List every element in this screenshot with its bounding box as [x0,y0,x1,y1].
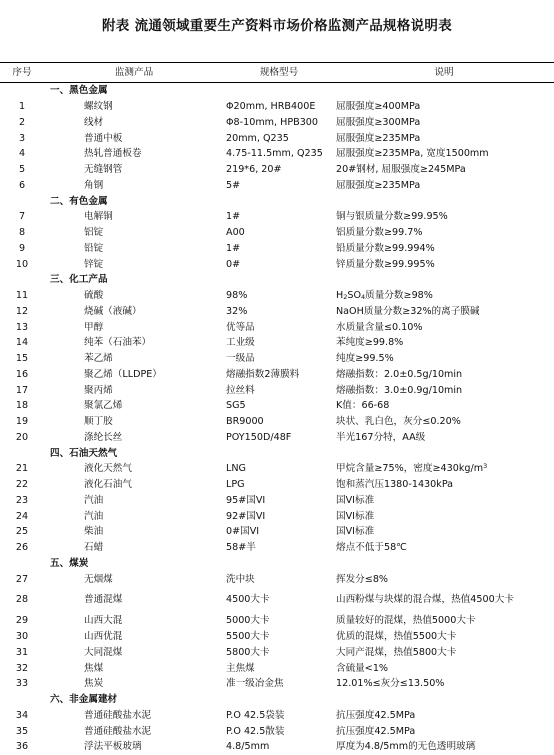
product-desc: NaOH质量分数≥32%的离子膜碱 [336,305,480,317]
product-spec: 98% [226,290,248,302]
product-desc: 含硫量<1% [336,662,389,674]
table-row [0,676,554,692]
product-name: 硫酸 [84,290,104,302]
product-desc: 苯纯度≥99.8% [336,337,404,349]
product-name: 聚丙烯 [84,384,113,396]
table-row [0,115,554,131]
table-body [0,83,554,755]
category-index-cell [0,692,44,708]
table-row [0,367,554,383]
product-desc: 12.01%≤灰分≤13.50% [336,678,445,690]
spec-table [0,62,554,755]
table-row [0,645,554,661]
table-row [0,708,554,724]
table-row [0,739,554,755]
category-row [0,445,554,461]
table-row [0,613,554,629]
product-spec: A00 [226,227,245,239]
row-index: 29 [15,615,29,627]
table-row [0,540,554,556]
table-row [0,430,554,446]
row-index: 21 [15,463,29,475]
row-index: 23 [15,494,29,506]
product-desc: 半光167分特，AA级 [336,431,426,443]
product-desc: 熔融指数：3.0±0.9g/10min [336,384,463,396]
table-row [0,319,554,335]
row-index: 24 [15,510,29,522]
product-spec: P.O 42.5袋装 [226,709,285,721]
category-label: 一、黑色金属 [50,85,108,97]
table-row [0,130,554,146]
product-name: 螺纹钢 [84,101,113,113]
product-desc: 熔点不低于58℃ [336,542,407,554]
row-index: 28 [15,594,29,606]
row-index: 15 [15,353,29,365]
table-row [0,162,554,178]
row-index: 32 [15,662,29,674]
product-desc: 抗压强度42.5MPa [336,709,416,721]
row-index: 31 [15,646,29,658]
desc-subscript: 4 [361,292,366,301]
header-index: 序号 [0,63,44,83]
product-spec: 4.75-11.5mm, Q235 [226,148,323,160]
product-spec: POY150D/48F [226,431,292,443]
product-desc: 质量较好的混煤，热值5000大卡 [336,615,476,627]
product-spec: 5800大卡 [226,646,270,658]
category-index-cell [0,272,44,288]
table-row [0,477,554,493]
row-index: 36 [15,741,29,753]
category-label: 二、有色金属 [50,195,108,207]
product-name: 普通硅酸盐水泥 [84,709,152,721]
row-index: 7 [18,211,26,223]
product-spec: 拉丝料 [226,384,255,396]
row-index: 3 [18,132,26,144]
product-name: 纯苯（石油苯） [84,337,152,349]
product-desc: 熔融指数：2.0±0.5g/10min [336,368,463,380]
category-index-cell [0,83,44,99]
product-name: 普通硅酸盐水泥 [84,725,152,737]
row-index: 30 [15,631,29,643]
row-index: 16 [15,368,29,380]
row-index: 18 [15,400,29,412]
desc-text: SO [347,289,362,301]
product-spec: 1# [226,211,241,223]
category-index-cell [0,445,44,461]
product-desc: 国VI标准 [336,526,375,538]
product-name: 石蜡 [84,542,104,554]
product-spec: 准一级冶金焦 [226,678,284,690]
product-spec: 32% [226,305,248,317]
product-name: 无烟煤 [84,573,113,585]
product-desc: 块状、乳白色，灰分≤0.20% [336,416,461,428]
desc-subscript: 2 [343,292,348,301]
product-spec: 4500大卡 [226,594,270,606]
row-index: 11 [15,290,29,302]
product-name: 汽油 [84,494,104,506]
header-spec: 规格型号 [224,63,334,83]
product-name: 焦炭 [84,678,104,690]
product-name: 顺丁胶 [84,416,113,428]
product-desc: 屈服强度≥400MPa [336,101,421,113]
product-name: 角钢 [84,179,104,191]
table-row [0,723,554,739]
product-name: 山西优混 [84,631,123,643]
table-header-row [0,63,554,83]
table-row [0,571,554,587]
row-index: 33 [15,678,29,690]
product-desc [334,461,554,477]
row-index: 2 [18,116,26,128]
table-row [0,587,554,613]
product-desc: 铅质量分数≥99.994% [336,242,435,254]
desc-text: H [336,289,344,301]
product-desc: 国VI标准 [336,494,375,506]
product-name: 锌锭 [84,258,104,270]
header-product: 监测产品 [44,63,224,83]
table-row [0,146,554,162]
product-desc: 锌质量分数≥99.995% [336,258,435,270]
product-desc [334,288,554,304]
product-spec: 5500大卡 [226,631,270,643]
product-spec: BR9000 [226,416,264,428]
product-name: 苯乙烯 [84,353,113,365]
product-name: 柴油 [84,526,104,538]
product-name: 电解铜 [84,211,113,223]
row-index: 17 [15,384,29,396]
category-index-cell [0,193,44,209]
table-row [0,660,554,676]
row-index: 19 [15,416,29,428]
product-spec: Φ20mm, HRB400E [226,101,316,113]
category-row [0,692,554,708]
product-spec: 58#半 [226,542,256,554]
product-desc: 屈服强度≥235MPa [336,132,421,144]
category-label: 五、煤炭 [50,557,89,569]
product-name: 无缝钢管 [84,164,123,176]
product-name: 涤纶长丝 [84,431,123,443]
table-row [0,99,554,115]
product-name: 聚氯乙烯 [84,400,123,412]
product-desc: 挥发分≤8% [336,573,389,585]
product-desc: 优质的混煤，热值5500大卡 [336,631,457,643]
product-desc: 水质量含量≤0.10% [336,321,423,333]
product-desc: 20#钢材, 屈服强度≥245MPa [336,164,466,176]
product-spec: 20mm, Q235 [226,132,289,144]
row-index: 14 [15,337,29,349]
product-spec: 一级品 [226,353,255,365]
product-desc: 饱和蒸汽压1380-1430kPa [336,479,454,491]
category-row [0,272,554,288]
row-index: 8 [18,227,26,239]
product-desc: 大同产混煤，热值5800大卡 [336,646,457,658]
row-index: 34 [15,709,29,721]
product-desc: 屈服强度≥300MPa [336,116,421,128]
table-row [0,304,554,320]
product-spec: 熔融指数2薄膜料 [226,368,300,380]
table-row [0,225,554,241]
product-spec: 95#国VI [226,494,266,506]
product-spec: LPG [226,479,245,491]
table-row [0,461,554,477]
product-desc: 屈服强度≥235MPa, 宽度1500mm [336,148,489,160]
row-index: 20 [15,431,29,443]
product-spec: 5# [226,179,241,191]
product-name: 铝锭 [84,227,104,239]
table-row [0,335,554,351]
table-row [0,209,554,225]
product-desc: 纯度≥99.5% [336,353,394,365]
table-row [0,241,554,257]
product-desc: 屈服强度≥235MPa [336,179,421,191]
product-spec: 工业级 [226,337,255,349]
product-name: 大同混煤 [84,646,123,658]
product-name: 普通混煤 [84,594,123,606]
category-label: 六、非金属建材 [50,694,118,706]
product-spec: 219*6, 20# [226,164,282,176]
product-desc: 厚度为4.8/5mm的无色透明玻璃 [336,741,476,753]
page-title: 附表 流通领域重要生产资料市场价格监测产品规格说明表 [102,18,452,34]
table-row [0,256,554,272]
table-row [0,524,554,540]
header-desc: 说明 [334,63,554,83]
row-index: 1 [18,101,26,113]
product-spec: 4.8/5mm [226,741,270,753]
product-spec: SG5 [226,400,246,412]
row-index: 22 [15,479,29,491]
product-desc: 抗压强度42.5MPa [336,725,416,737]
product-name: 浮法平板玻璃 [84,741,142,753]
product-name: 液化天然气 [84,463,132,475]
row-index: 13 [15,321,29,333]
table-row [0,629,554,645]
category-label: 三、化工产品 [50,274,108,286]
table-row [0,178,554,194]
product-spec: 5000大卡 [226,615,270,627]
table-row [0,288,554,304]
row-index: 5 [18,164,26,176]
category-row [0,193,554,209]
product-name: 热轧普通板卷 [84,148,142,160]
product-desc: K值：66-68 [336,400,390,412]
row-index: 26 [15,542,29,554]
product-spec: 0# [226,258,241,270]
table-row [0,398,554,414]
product-name: 汽油 [84,510,104,522]
row-index: 6 [18,179,26,191]
category-index-cell [0,556,44,572]
row-index: 25 [15,526,29,538]
product-name: 烧碱（液碱） [84,305,142,317]
table-row [0,493,554,509]
row-index: 9 [18,242,26,254]
table-row [0,351,554,367]
table-row [0,414,554,430]
product-spec: 1# [226,242,241,254]
product-spec: P.O 42.5散装 [226,725,285,737]
product-desc: 国VI标准 [336,510,375,522]
product-spec: 优等品 [226,321,255,333]
product-spec: LNG [226,463,246,475]
row-index: 10 [15,258,29,270]
product-spec: 主焦煤 [226,662,255,674]
product-desc: 山西粉煤与块煤的混合煤，热值4500大卡 [336,594,514,606]
product-name: 聚乙烯（LLDPE） [84,368,162,380]
product-spec: 洗中块 [226,573,255,585]
product-name: 普通中板 [84,132,123,144]
product-name: 铅锭 [84,242,104,254]
product-name: 焦煤 [84,662,104,674]
row-index: 35 [15,725,29,737]
product-name: 线材 [84,116,104,128]
product-name: 甲醇 [84,321,104,333]
table-row [0,382,554,398]
desc-text: 甲烷含量≥75%，密度≥430kg/m [336,463,484,475]
product-name: 液化石油气 [84,479,132,491]
desc-superscript: 3 [483,462,488,471]
table-row [0,508,554,524]
product-name: 山西大混 [84,615,123,627]
category-label: 四、石油天然气 [50,447,118,459]
category-row [0,556,554,572]
product-desc: 铝质量分数≥99.7% [336,227,423,239]
row-index: 27 [15,573,29,585]
product-spec: 0#国VI [226,526,260,538]
desc-text: 质量分数≥98% [365,289,433,301]
product-spec: 92#国VI [226,510,266,522]
product-spec: Φ8-10mm, HPB300 [226,116,319,128]
row-index: 12 [15,305,29,317]
row-index: 4 [18,148,26,160]
product-desc: 铜与银质量分数≥99.95% [336,211,448,223]
category-row [0,83,554,99]
